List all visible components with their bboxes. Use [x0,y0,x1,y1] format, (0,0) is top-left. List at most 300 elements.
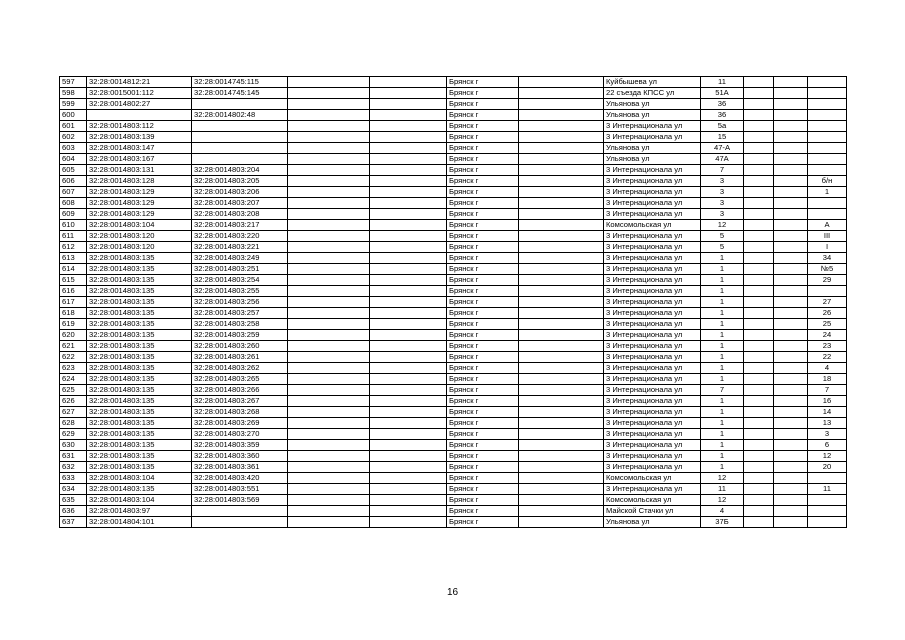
house-number-cell: 1 [701,374,744,385]
house-number-cell: 7 [701,165,744,176]
street-cell: 3 Интернационала ул [604,440,701,451]
cadastral-number-cell: 32:28:0014803:167 [87,154,192,165]
city-cell: Брянск г [447,396,519,407]
city-cell: Брянск г [447,319,519,330]
city-cell: Брянск г [447,88,519,99]
house-number-cell: 1 [701,396,744,407]
street-cell: 3 Интернационала ул [604,231,701,242]
column-4-cell [288,341,370,352]
cadastral-number-cell: 32:28:0015001:112 [87,88,192,99]
apartment-cell: б/н [808,176,847,187]
city-cell: Брянск г [447,121,519,132]
column-7-cell [519,220,604,231]
object-cadastral-number-cell: 32:28:0014803:205 [192,176,288,187]
row-number-cell: 613 [60,253,87,264]
house-number-cell: 1 [701,319,744,330]
street-cell: Комсомольская ул [604,495,701,506]
city-cell: Брянск г [447,506,519,517]
table-row [60,495,847,506]
city-cell: Брянск г [447,308,519,319]
column-4-cell [288,121,370,132]
street-cell: 3 Интернационала ул [604,484,701,495]
row-number-cell: 628 [60,418,87,429]
cadastral-number-cell: 32:28:0014803:135 [87,451,192,462]
column-7-cell [519,275,604,286]
column-11-cell [774,231,808,242]
column-10-cell [744,352,774,363]
cadastral-number-cell: 32:28:0014803:135 [87,462,192,473]
column-4-cell [288,286,370,297]
column-5-cell [370,231,447,242]
table-row [60,374,847,385]
column-4-cell [288,308,370,319]
column-4-cell [288,143,370,154]
column-10-cell [744,407,774,418]
object-cadastral-number-cell: 32:28:0014803:266 [192,385,288,396]
apartment-cell: А [808,220,847,231]
city-cell: Брянск г [447,374,519,385]
column-7-cell [519,407,604,418]
column-10-cell [744,253,774,264]
column-7-cell [519,132,604,143]
row-number-cell: 611 [60,231,87,242]
house-number-cell: 1 [701,418,744,429]
row-number-cell: 635 [60,495,87,506]
city-cell: Брянск г [447,451,519,462]
apartment-cell: 1 [808,187,847,198]
house-number-cell: 7 [701,385,744,396]
column-7-cell [519,209,604,220]
table-row [60,385,847,396]
row-number-cell: 627 [60,407,87,418]
house-number-cell: 1 [701,308,744,319]
object-cadastral-number-cell [192,121,288,132]
city-cell: Брянск г [447,99,519,110]
column-5-cell [370,330,447,341]
street-cell: 3 Интернационала ул [604,374,701,385]
column-10-cell [744,341,774,352]
column-11-cell [774,462,808,473]
column-11-cell [774,187,808,198]
table-row [60,220,847,231]
city-cell: Брянск г [447,341,519,352]
column-4-cell [288,209,370,220]
column-4-cell [288,297,370,308]
street-cell: Ульянова ул [604,154,701,165]
city-cell: Брянск г [447,473,519,484]
column-4-cell [288,88,370,99]
column-11-cell [774,484,808,495]
cadastral-number-cell: 32:28:0014803:135 [87,253,192,264]
column-7-cell [519,143,604,154]
column-7-cell [519,330,604,341]
cadastral-number-cell: 32:28:0014803:128 [87,176,192,187]
city-cell: Брянск г [447,275,519,286]
column-5-cell [370,242,447,253]
column-10-cell [744,88,774,99]
table-row [60,264,847,275]
city-cell: Брянск г [447,231,519,242]
house-number-cell: 1 [701,330,744,341]
column-7-cell [519,187,604,198]
object-cadastral-number-cell [192,99,288,110]
column-5-cell [370,484,447,495]
column-11-cell [774,407,808,418]
column-7-cell [519,495,604,506]
column-11-cell [774,77,808,88]
row-number-cell: 624 [60,374,87,385]
house-number-cell: 3 [701,176,744,187]
apartment-cell [808,198,847,209]
column-7-cell [519,352,604,363]
column-7-cell [519,473,604,484]
column-5-cell [370,363,447,374]
street-cell: 3 Интернационала ул [604,275,701,286]
cadastral-number-cell: 32:28:0014803:112 [87,121,192,132]
column-7-cell [519,286,604,297]
column-5-cell [370,418,447,429]
column-11-cell [774,330,808,341]
cadastral-number-cell: 32:28:0014803:135 [87,286,192,297]
apartment-cell: 14 [808,407,847,418]
column-4-cell [288,319,370,330]
city-cell: Брянск г [447,242,519,253]
city-cell: Брянск г [447,154,519,165]
cadastral-number-cell: 32:28:0014803:104 [87,495,192,506]
column-7-cell [519,231,604,242]
column-7-cell [519,165,604,176]
column-5-cell [370,374,447,385]
object-cadastral-number-cell: 32:28:0014803:217 [192,220,288,231]
column-4-cell [288,407,370,418]
table-row [60,121,847,132]
column-11-cell [774,308,808,319]
row-number-cell: 632 [60,462,87,473]
street-cell: 3 Интернационала ул [604,429,701,440]
apartment-cell: 23 [808,341,847,352]
column-10-cell [744,198,774,209]
cadastral-number-cell: 32:28:0014803:135 [87,484,192,495]
table-row [60,506,847,517]
cadastral-number-cell: 32:28:0014803:104 [87,473,192,484]
street-cell: Комсомольская ул [604,220,701,231]
table-body [60,77,847,528]
column-7-cell [519,308,604,319]
table-row [60,341,847,352]
column-5-cell [370,407,447,418]
street-cell: 3 Интернационала ул [604,363,701,374]
column-11-cell [774,385,808,396]
street-cell: 3 Интернационала ул [604,352,701,363]
object-cadastral-number-cell: 32:28:0014803:268 [192,407,288,418]
object-cadastral-number-cell: 32:28:0014803:265 [192,374,288,385]
column-5-cell [370,473,447,484]
column-11-cell [774,363,808,374]
row-number-cell: 621 [60,341,87,352]
city-cell: Брянск г [447,286,519,297]
object-cadastral-number-cell: 32:28:0014803:204 [192,165,288,176]
cadastral-number-cell: 32:28:0014803:129 [87,209,192,220]
cadastral-number-cell: 32:28:0014803:139 [87,132,192,143]
cadastral-number-cell: 32:28:0014803:135 [87,264,192,275]
street-cell: 22 съезда КПСС ул [604,88,701,99]
column-10-cell [744,440,774,451]
house-number-cell: 1 [701,440,744,451]
column-7-cell [519,242,604,253]
column-10-cell [744,319,774,330]
street-cell: 3 Интернационала ул [604,187,701,198]
object-cadastral-number-cell [192,506,288,517]
city-cell: Брянск г [447,187,519,198]
column-7-cell [519,264,604,275]
city-cell: Брянск г [447,198,519,209]
cadastral-number-cell: 32:28:0014803:135 [87,319,192,330]
page-number: 16 [446,587,459,598]
object-cadastral-number-cell: 32:28:0014803:360 [192,451,288,462]
house-number-cell: 12 [701,220,744,231]
column-11-cell [774,198,808,209]
column-10-cell [744,99,774,110]
column-10-cell [744,231,774,242]
column-11-cell [774,121,808,132]
street-cell: 3 Интернационала ул [604,286,701,297]
column-4-cell [288,473,370,484]
house-number-cell: 12 [701,495,744,506]
column-5-cell [370,187,447,198]
row-number-cell: 629 [60,429,87,440]
row-number-cell: 619 [60,319,87,330]
apartment-cell [808,209,847,220]
cadastral-number-cell: 32:28:0014803:147 [87,143,192,154]
column-5-cell [370,396,447,407]
house-number-cell: 37Б [701,517,744,528]
city-cell: Брянск г [447,143,519,154]
street-cell: 3 Интернационала ул [604,330,701,341]
apartment-cell: 22 [808,352,847,363]
table-row [60,396,847,407]
table-row [60,517,847,528]
city-cell: Брянск г [447,363,519,374]
house-number-cell: 1 [701,264,744,275]
object-cadastral-number-cell: 32:28:0014803:249 [192,253,288,264]
house-number-cell: 1 [701,407,744,418]
object-cadastral-number-cell: 32:28:0014803:221 [192,242,288,253]
column-7-cell [519,154,604,165]
street-cell: 3 Интернационала ул [604,308,701,319]
city-cell: Брянск г [447,429,519,440]
apartment-cell [808,143,847,154]
city-cell: Брянск г [447,484,519,495]
street-cell: 3 Интернационала ул [604,253,701,264]
house-number-cell: 47-А [701,143,744,154]
row-number-cell: 606 [60,176,87,187]
table-row [60,110,847,121]
column-4-cell [288,176,370,187]
apartment-cell [808,132,847,143]
table-row [60,330,847,341]
column-5-cell [370,88,447,99]
column-5-cell [370,495,447,506]
table-row [60,308,847,319]
cadastral-number-cell: 32:28:0014812:21 [87,77,192,88]
column-10-cell [744,286,774,297]
object-cadastral-number-cell: 32:28:0014803:208 [192,209,288,220]
object-cadastral-number-cell [192,143,288,154]
column-7-cell [519,99,604,110]
street-cell: 3 Интернационала ул [604,385,701,396]
column-4-cell [288,451,370,462]
table-row [60,462,847,473]
row-number-cell: 603 [60,143,87,154]
column-11-cell [774,154,808,165]
column-4-cell [288,264,370,275]
row-number-cell: 614 [60,264,87,275]
column-10-cell [744,264,774,275]
column-7-cell [519,341,604,352]
column-10-cell [744,363,774,374]
house-number-cell: 4 [701,506,744,517]
row-number-cell: 618 [60,308,87,319]
apartment-cell [808,99,847,110]
row-number-cell: 600 [60,110,87,121]
apartment-cell [808,121,847,132]
apartment-cell [808,495,847,506]
house-number-cell: 5 [701,242,744,253]
house-number-cell: 1 [701,363,744,374]
house-number-cell: 1 [701,275,744,286]
cadastral-number-cell: 32:28:0014803:135 [87,440,192,451]
column-4-cell [288,242,370,253]
city-cell: Брянск г [447,264,519,275]
column-7-cell [519,121,604,132]
street-cell: Ульянова ул [604,143,701,154]
city-cell: Брянск г [447,110,519,121]
column-4-cell [288,275,370,286]
column-7-cell [519,451,604,462]
column-4-cell [288,517,370,528]
table-row [60,198,847,209]
column-4-cell [288,385,370,396]
column-7-cell [519,396,604,407]
house-number-cell: 11 [701,77,744,88]
column-11-cell [774,264,808,275]
row-number-cell: 633 [60,473,87,484]
apartment-cell [808,154,847,165]
cadastral-number-cell: 32:28:0014803:135 [87,374,192,385]
column-4-cell [288,363,370,374]
object-cadastral-number-cell: 32:28:0014803:207 [192,198,288,209]
column-11-cell [774,275,808,286]
column-11-cell [774,517,808,528]
column-10-cell [744,121,774,132]
house-number-cell: 36 [701,110,744,121]
apartment-cell [808,88,847,99]
apartment-cell: 20 [808,462,847,473]
column-10-cell [744,473,774,484]
column-5-cell [370,110,447,121]
house-number-cell: 3 [701,209,744,220]
table-row [60,451,847,462]
column-5-cell [370,198,447,209]
apartment-cell: 18 [808,374,847,385]
table-row [60,352,847,363]
row-number-cell: 620 [60,330,87,341]
apartment-cell: 3 [808,429,847,440]
house-number-cell: 1 [701,462,744,473]
table-row [60,275,847,286]
cadastral-number-cell: 32:28:0014803:97 [87,506,192,517]
column-5-cell [370,165,447,176]
column-5-cell [370,506,447,517]
object-cadastral-number-cell: 32:28:0014803:361 [192,462,288,473]
row-number-cell: 599 [60,99,87,110]
column-11-cell [774,143,808,154]
column-11-cell [774,176,808,187]
house-number-cell: 1 [701,341,744,352]
cadastral-number-cell: 32:28:0014803:135 [87,418,192,429]
column-5-cell [370,297,447,308]
column-11-cell [774,352,808,363]
column-11-cell [774,429,808,440]
house-number-cell: 3 [701,198,744,209]
object-cadastral-number-cell: 32:28:0014803:551 [192,484,288,495]
cadastral-number-cell: 32:28:0014802:27 [87,99,192,110]
apartment-cell: 29 [808,275,847,286]
house-number-cell: 1 [701,451,744,462]
apartment-cell: 26 [808,308,847,319]
column-4-cell [288,374,370,385]
row-number-cell: 623 [60,363,87,374]
column-4-cell [288,198,370,209]
table-row [60,484,847,495]
apartment-cell: 24 [808,330,847,341]
column-4-cell [288,418,370,429]
apartment-cell: 25 [808,319,847,330]
row-number-cell: 617 [60,297,87,308]
column-11-cell [774,374,808,385]
column-4-cell [288,110,370,121]
column-5-cell [370,341,447,352]
column-4-cell [288,99,370,110]
column-10-cell [744,143,774,154]
column-7-cell [519,440,604,451]
street-cell: Комсомольская ул [604,473,701,484]
apartment-cell: 13 [808,418,847,429]
table-row [60,440,847,451]
row-number-cell: 615 [60,275,87,286]
column-11-cell [774,286,808,297]
apartment-cell: 7 [808,385,847,396]
column-4-cell [288,220,370,231]
column-10-cell [744,484,774,495]
row-number-cell: 637 [60,517,87,528]
column-5-cell [370,462,447,473]
cadastral-number-cell: 32:28:0014803:135 [87,429,192,440]
column-10-cell [744,506,774,517]
table-row [60,418,847,429]
cadastral-number-cell: 32:28:0014803:120 [87,231,192,242]
column-5-cell [370,77,447,88]
object-cadastral-number-cell: 32:28:0014802:48 [192,110,288,121]
house-number-cell: 1 [701,286,744,297]
row-number-cell: 634 [60,484,87,495]
cadastral-number-cell: 32:28:0014803:135 [87,297,192,308]
column-7-cell [519,418,604,429]
column-5-cell [370,220,447,231]
column-11-cell [774,99,808,110]
apartment-cell [808,286,847,297]
column-5-cell [370,121,447,132]
